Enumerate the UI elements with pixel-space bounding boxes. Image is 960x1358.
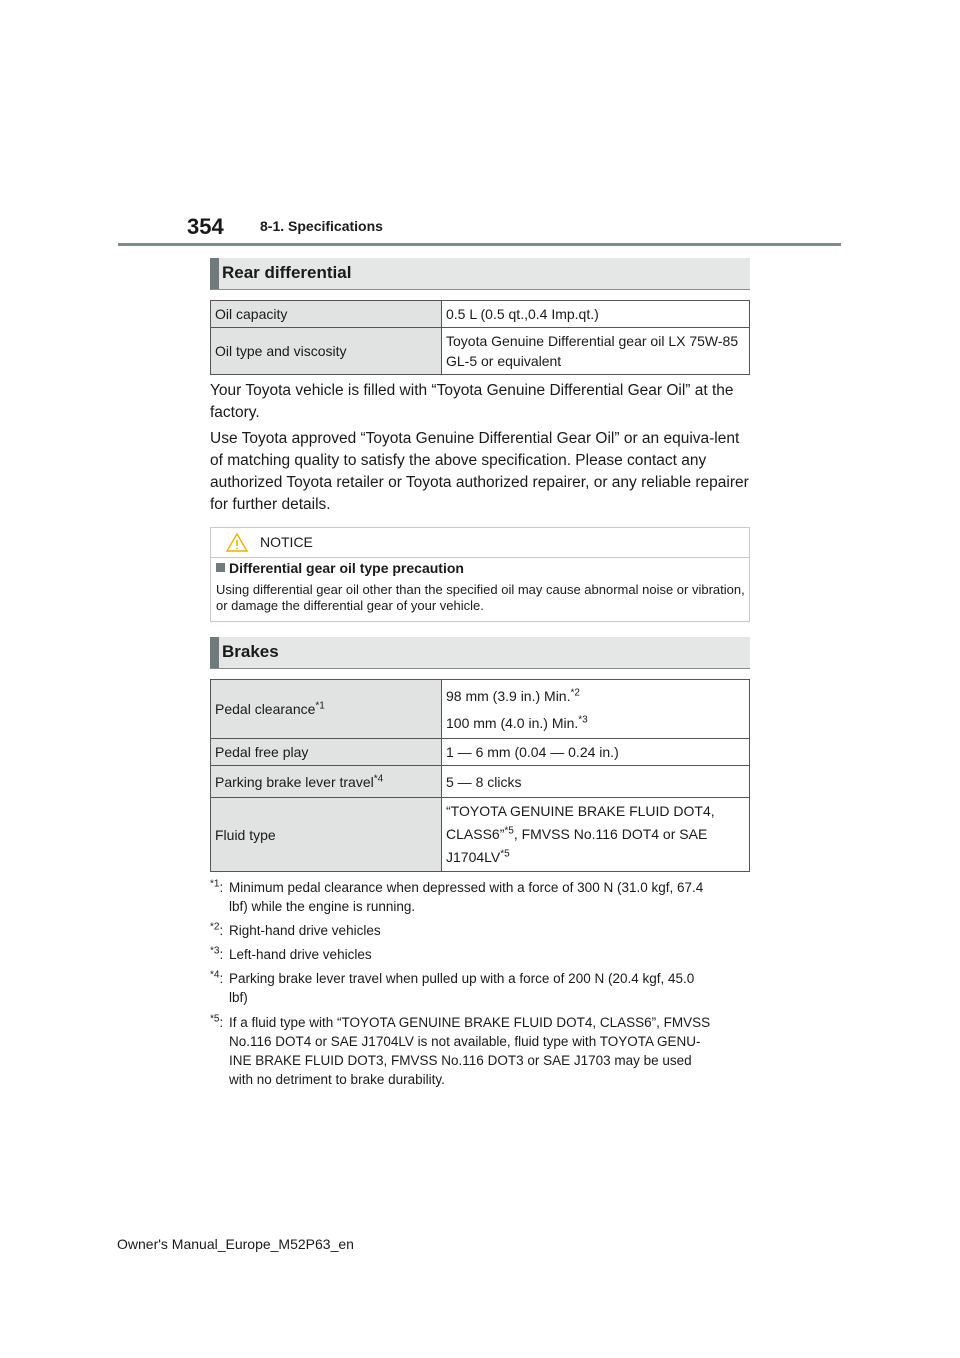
value-line: “TOYOTA GENUINE BRAKE FLUID DOT4, — [446, 803, 715, 819]
footnote-line: Left-hand drive vehicles — [229, 947, 372, 962]
label-text: Pedal clearance — [215, 701, 316, 717]
bullet-square-icon — [216, 563, 225, 572]
rear-differential-heading — [210, 258, 750, 289]
footnote-line: If a fluid type with “TOYOTA GENUINE BRAKE FLUID DOT4, CLASS6”, FMVSS — [229, 1015, 711, 1030]
value-text: , FMVSS No.116 DOT4 or SAE — [513, 826, 708, 842]
value-line — [446, 846, 745, 869]
warning-triangle-icon — [226, 533, 248, 552]
footnote-ref: *3 — [578, 713, 588, 725]
value-line — [446, 713, 745, 733]
footnote-line: Minimum pedal clearance when depressed with a force of 300 N (31.0 kgf, 67.4 — [229, 880, 704, 895]
footnote-marker-text: *1 — [210, 878, 220, 890]
value-text: CLASS6” — [446, 826, 505, 842]
footnote-line: No.116 DOT4 or SAE J1704LV is not available, fluid type with TOYOTA GENU- — [229, 1034, 701, 1049]
notice-subtitle-text: Differential gear oil type precaution — [229, 560, 464, 576]
table-row — [211, 328, 750, 375]
footnote-line: lbf) — [229, 990, 248, 1005]
footnote-ref: *4 — [373, 772, 384, 784]
paragraph: Your Toyota vehicle is filled with “Toyota Genuine Differential Gear Oil” at the factory. — [210, 382, 734, 421]
brakes-heading-text: Brakes — [222, 642, 279, 661]
table-cell-label: Fluid type — [211, 798, 442, 872]
footnote — [210, 1013, 755, 1089]
table-cell-value: 1 — 6 mm (0.04 — 0.24 in.) — [442, 739, 750, 766]
footnote-ref: *5 — [500, 848, 510, 860]
notice-box — [210, 527, 750, 622]
footnote-marker-text: *2 — [210, 921, 220, 933]
notice-header — [211, 528, 749, 558]
footnote — [210, 878, 755, 916]
footnote-line: INE BRAKE FLUID DOT3, FMVSS No.116 DOT3 or SAE J1703 may be used — [229, 1053, 692, 1068]
footnote — [210, 921, 755, 940]
footnote-marker: $^{*3}$: — [210, 945, 224, 962]
footnote-line: Right-hand drive vehicles — [229, 923, 381, 938]
footnote-ref: *5 — [504, 825, 514, 837]
footnote-marker: $^{*4}$: — [210, 969, 224, 986]
footnote — [210, 969, 755, 1007]
page-number: 354 — [187, 214, 224, 239]
footnote-marker-text: *4 — [210, 969, 220, 981]
value-text: J1704LV — [446, 849, 501, 865]
footer-text: Owner's Manual_Europe_M52P63_en — [117, 1236, 354, 1252]
table-cell-label: Oil type and viscosity — [211, 328, 442, 375]
table-row — [211, 766, 750, 798]
table-cell-value: 5 — 8 clicks — [442, 766, 750, 798]
table-cell-label: Oil capacity — [211, 301, 442, 328]
footnote-marker-text: *3 — [210, 945, 220, 957]
footnote-line: lbf) while the engine is running. — [229, 899, 416, 914]
table-cell-value — [442, 798, 750, 872]
notice-subtitle — [216, 560, 464, 576]
value-line — [446, 823, 745, 846]
section-title: 8-1. Specifications — [260, 218, 383, 234]
value-line — [446, 686, 745, 706]
brakes-heading — [210, 637, 750, 668]
footnote-marker: $^{*1}$: — [210, 878, 224, 895]
value-text: 100 mm (4.0 in.) Min. — [446, 714, 579, 731]
value-line: Toyota Genuine Differential gear oil LX 75W-85 — [446, 333, 739, 349]
header-divider — [118, 243, 841, 246]
footnote-ref: *2 — [570, 686, 580, 698]
value-text: 98 mm (3.9 in.) Min. — [446, 687, 571, 704]
footnote-marker-text: *5 — [210, 1013, 220, 1025]
rear-differential-table — [210, 300, 750, 375]
footnote-marker: $^{*2}$: — [210, 921, 224, 938]
rear-differential-heading-text: Rear differential — [222, 263, 352, 282]
label-text: Parking brake lever travel — [215, 773, 374, 790]
footnote — [210, 945, 755, 964]
footnote-ref: *1 — [315, 700, 325, 712]
table-row — [211, 680, 750, 739]
table-cell-label — [211, 766, 442, 798]
brakes-table — [210, 679, 750, 872]
table-cell-value — [442, 328, 750, 375]
footnote-line: with no detriment to brake durability. — [229, 1072, 445, 1087]
notice-title: NOTICE — [260, 534, 313, 550]
table-cell-value — [442, 680, 750, 739]
table-row — [211, 301, 750, 328]
paragraph: Use Toyota approved “Toyota Genuine Differential Gear Oil” or an equiva-lent of matching quality to satisfy the above specification. Please contact any authorized Toyota retailer or Toyota authorized repairer, or any reliable repairer for further details. — [210, 430, 749, 513]
heading-underline — [210, 289, 750, 290]
table-cell-value: 0.5 L (0.5 qt.,0.4 Imp.qt.) — [442, 301, 750, 328]
table-cell-label: Pedal free play — [211, 739, 442, 766]
notice-body: Using differential gear oil other than the specified oil may cause abnormal noise or vibration, or damage the differential gear of your vehicle. — [216, 582, 745, 613]
table-row — [211, 739, 750, 766]
footnote-marker: $^{*5}$: — [210, 1013, 224, 1030]
table-cell-label — [211, 680, 442, 739]
footnote-line: Parking brake lever travel when pulled up with a force of 200 N (20.4 kgf, 45.0 — [229, 971, 695, 986]
table-row — [211, 798, 750, 872]
heading-underline — [210, 668, 750, 669]
value-line: GL-5 or equivalent — [446, 353, 562, 369]
